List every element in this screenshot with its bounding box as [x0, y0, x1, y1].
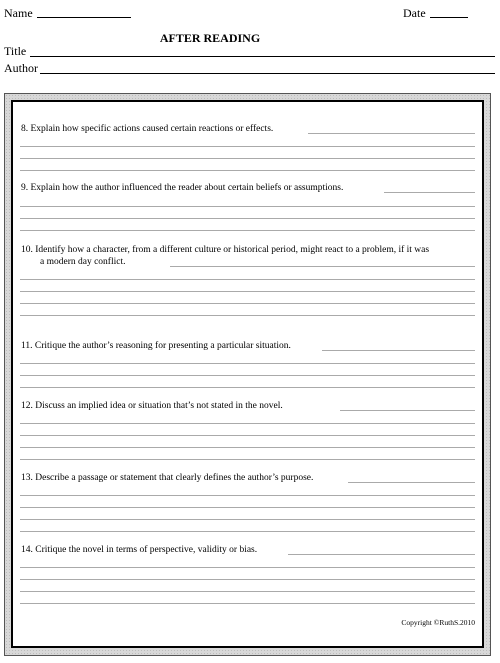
answer-line[interactable] — [20, 459, 475, 460]
answer-line[interactable] — [20, 315, 475, 316]
copyright-notice: Copyright ©RuthS.2010 — [401, 618, 475, 627]
answer-line[interactable] — [308, 133, 475, 134]
answer-line[interactable] — [20, 375, 475, 376]
answer-line[interactable] — [20, 423, 475, 424]
answer-line[interactable] — [20, 495, 475, 496]
answer-line[interactable] — [20, 303, 475, 304]
title-line[interactable] — [30, 56, 495, 57]
question-10: 10. Identify how a character, from a different culture or historical period, might react to a problem, if it was — [21, 244, 432, 256]
name-label: Name — [4, 6, 33, 20]
answer-line[interactable] — [20, 170, 475, 171]
answer-line[interactable] — [322, 350, 475, 351]
answer-line[interactable] — [20, 218, 475, 219]
answer-line[interactable] — [20, 567, 475, 568]
date-line[interactable] — [430, 17, 468, 18]
answer-line[interactable] — [288, 554, 475, 555]
answer-line[interactable] — [348, 482, 475, 483]
answer-line[interactable] — [20, 146, 475, 147]
answer-line[interactable] — [20, 591, 475, 592]
answer-line[interactable] — [20, 519, 475, 520]
answer-line[interactable] — [20, 279, 475, 280]
answer-line[interactable] — [20, 531, 475, 532]
answer-line[interactable] — [20, 579, 475, 580]
answer-line[interactable] — [20, 435, 475, 436]
answer-line[interactable] — [340, 410, 475, 411]
answer-line[interactable] — [20, 603, 475, 604]
answer-line[interactable] — [20, 291, 475, 292]
question-13: 13. Describe a passage or statement that clearly defines the author’s purpose. — [21, 472, 316, 484]
page-title: AFTER READING — [159, 31, 261, 45]
name-line[interactable] — [37, 17, 131, 18]
question-12: 12. Discuss an implied idea or situation that’s not stated in the novel. — [21, 400, 286, 412]
answer-line[interactable] — [20, 206, 475, 207]
author-line[interactable] — [40, 73, 495, 74]
answer-line[interactable] — [20, 447, 475, 448]
question-14: 14. Critique the novel in terms of perspective, validity or bias. — [21, 544, 260, 556]
question-10-continued: a modern day conflict. — [40, 256, 128, 268]
answer-line[interactable] — [20, 158, 475, 159]
answer-line[interactable] — [384, 192, 475, 193]
question-9: 9. Explain how the author influenced the reader about certain beliefs or assumptions. — [21, 182, 346, 194]
answer-line[interactable] — [20, 507, 475, 508]
answer-line[interactable] — [170, 266, 475, 267]
question-8: 8. Explain how specific actions caused certain reactions or effects. — [21, 123, 276, 135]
author-label: Author — [4, 61, 38, 75]
question-11: 11. Critique the author’s reasoning for presenting a particular situation. — [21, 340, 294, 352]
answer-line[interactable] — [20, 363, 475, 364]
date-label: Date — [403, 6, 426, 20]
answer-line[interactable] — [20, 230, 475, 231]
answer-line[interactable] — [20, 387, 475, 388]
title-label: Title — [4, 44, 27, 58]
